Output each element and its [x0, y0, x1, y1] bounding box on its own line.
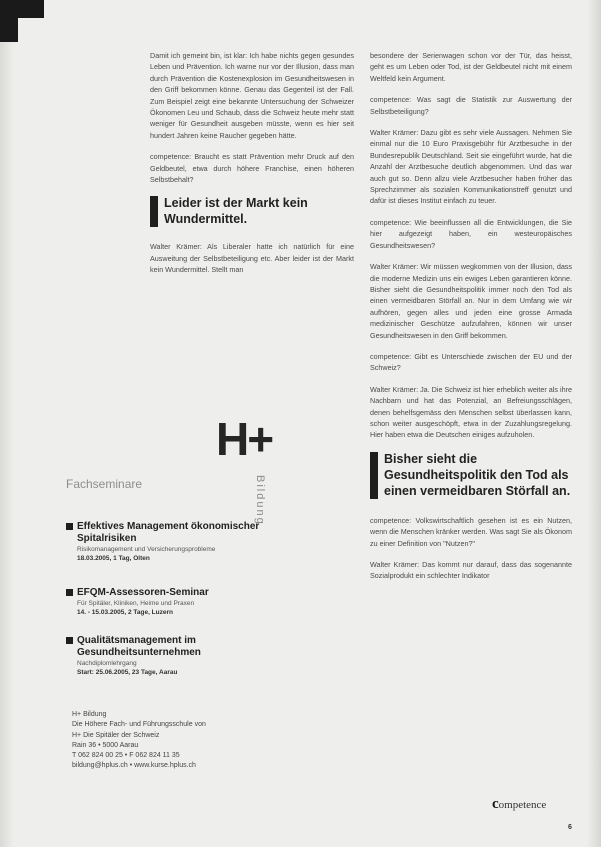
- competence-logo: [492, 795, 577, 817]
- logo-rest: ompetence: [498, 799, 547, 811]
- seminar-subtitle: Für Spitäler, Kliniken, Heime und Praxen: [77, 600, 195, 607]
- contact-line: Rain 36 • 5000 Aarau: [72, 741, 139, 749]
- seminar-title: Qualitätsmanagement im Gesundheitsunternehmen: [66, 635, 266, 659]
- page-number: 6: [568, 824, 572, 831]
- contact-line: T 062 824 00 25 • F 062 824 11 35: [72, 752, 180, 760]
- seminar-date: Start: 25.06.2005, 23 Tage, Aarau: [77, 669, 178, 676]
- paragraph: Walter Krämer: Ja. Die Schweiz ist hier erheblich weiter als ihre Nachbarn und hat das Potenzial, an Befreiungsschlägen, denen behelfsgemäss den Menschen selbst überlassen kann, schon weiter ausgeschöpft, etwa in der Zuzahlungsregelung. Hier haben etwa die Deutschen einiges aufzuholen.: [370, 384, 572, 440]
- subheading: Leider ist der Markt kein Wundermittel.: [150, 195, 354, 227]
- seminar-date: 18.03.2005, 1 Tag, Olten: [77, 555, 150, 562]
- paragraph: Walter Krämer: Das kommt nur darauf, dass das sogenannte Sozialprodukt ein schlechter Indikator: [370, 560, 572, 581]
- crop-mark: [0, 0, 44, 42]
- paragraph: Walter Krämer: Wir müssen wegkommen von der Illusion, dass die moderne Medizin uns ein ewiges Leben garantieren könne. Bisher sieht die Gesundheitspolitik immer noch den Tod als einen vermeidbaren Störfall an. Nur in dem Umfang wie wir aufhören, gegen alles und jeden eine grosse Armada medizinischer Geschütze aufzufahren, können wir unser Gesundheitswesen in den Griff bekommen.: [370, 262, 572, 340]
- ad-vertical-label: Bildung: [254, 475, 266, 526]
- seminar-item: [66, 587, 266, 617]
- article-right-column: [370, 50, 572, 592]
- seminar-item: [66, 521, 266, 563]
- pull-quote: Bisher sieht die Gesundheitspolitik den Tod als einen vermeidbaren Störfall an.: [370, 451, 572, 499]
- seminar-date: 14. - 15.03.2005, 2 Tage, Luzern: [77, 609, 173, 616]
- hplus-logo: H+: [216, 413, 273, 465]
- advertisement: [58, 403, 288, 789]
- paragraph: Walter Krämer: Als Liberaler hatte ich natürlich für eine Ausweitung der Selbstbeteiligung etc. Aber leider ist der Markt kein Wundermittel. Stellt man: [150, 242, 354, 275]
- question: competence: Wie beeinflussen all die Entwicklungen, die Sie hier aufgezeigt haben, ein westeuropäisches Gesundheitswesen?: [370, 217, 572, 250]
- ad-contact: [72, 710, 272, 772]
- contact-line: H+ Bildung: [72, 711, 107, 718]
- contact-line: H+ Die Spitäler der Schweiz: [72, 731, 160, 739]
- seminar-title: Effektives Management ökonomischer Spitalrisiken: [66, 521, 266, 545]
- logo-first-letter: c: [492, 796, 499, 812]
- paragraph: competence: Braucht es statt Prävention mehr Druck auf den Geldbeutel, etwa durch höhere Franchise, einen höheren Selbstbehalt?: [150, 152, 354, 185]
- question: competence: Gibt es Unterschiede zwischen der EU und der Schweiz?: [370, 351, 572, 373]
- ad-title: Fachseminare: [66, 477, 143, 491]
- question: competence: Was sagt die Statistik zur Auswertung der Selbstbeteiligung?: [370, 95, 572, 116]
- paragraph: Damit ich gemeint bin, ist klar: Ich habe nichts gegen gesundes Leben und Prävention. Ich warne nur vor der Illusion, dass man durch Prävention die Kostenexplosion im Gesundheitswesen in den Griff bekommen könne. Genau das Gegenteil ist der Fall. Zum Beispiel zeigt eine bekannte Untersuchung der Schweizer Ökonomen Leu und Schaub, dass die Schweiz heute mehr statt weniger für Gesundheit ausgeben müsste, wenn es hier seit hundert Jahren keine Raucher gegeben hätte.: [150, 51, 354, 140]
- contact-line: bildung@hplus.ch • www.kurse.hplus.ch: [72, 762, 196, 770]
- article-left-column: [150, 50, 354, 286]
- seminar-subtitle: Nachdiplomlehrgang: [77, 660, 137, 667]
- question: competence: Volkswirtschaftlich gesehen ist es ein Nutzen, wenn die Menschen kränker werden. Was sagt Sie als Ökonom zu einer Definition von "Nutzen?": [370, 515, 572, 548]
- paragraph: Walter Krämer: Dazu gibt es sehr viele Aussagen. Nehmen Sie einmal nur die 10 Euro Praxisgebühr für Arztbesuche in der Bundesrepublik Deutschland. Seit sie eingeführt wurde, hat die Anzahl der Arztbesuche deutlich abgenommen. Und das war auch gut so. Denn allzu viele Arztbesucher haben früher das Sprechzimmer als sozialen Kommunikationstreff genutzt und dafür ist dieses Institut einfach zu teuer.: [370, 128, 572, 206]
- seminar-title: EFQM-Assessoren-Seminar: [66, 587, 266, 599]
- seminar-item: [66, 635, 266, 677]
- contact-line: Die Höhere Fach- und Führungsschule von: [72, 721, 206, 729]
- paragraph: besondere der Serienwagen schon vor der Tür, das heisst, geht es um Leben oder Tod, ist der Geldbeutel nicht mit einem Weltfeld kein Argument.: [370, 51, 572, 83]
- seminar-subtitle: Risikomanagement und Versicherungsprobleme: [77, 546, 216, 553]
